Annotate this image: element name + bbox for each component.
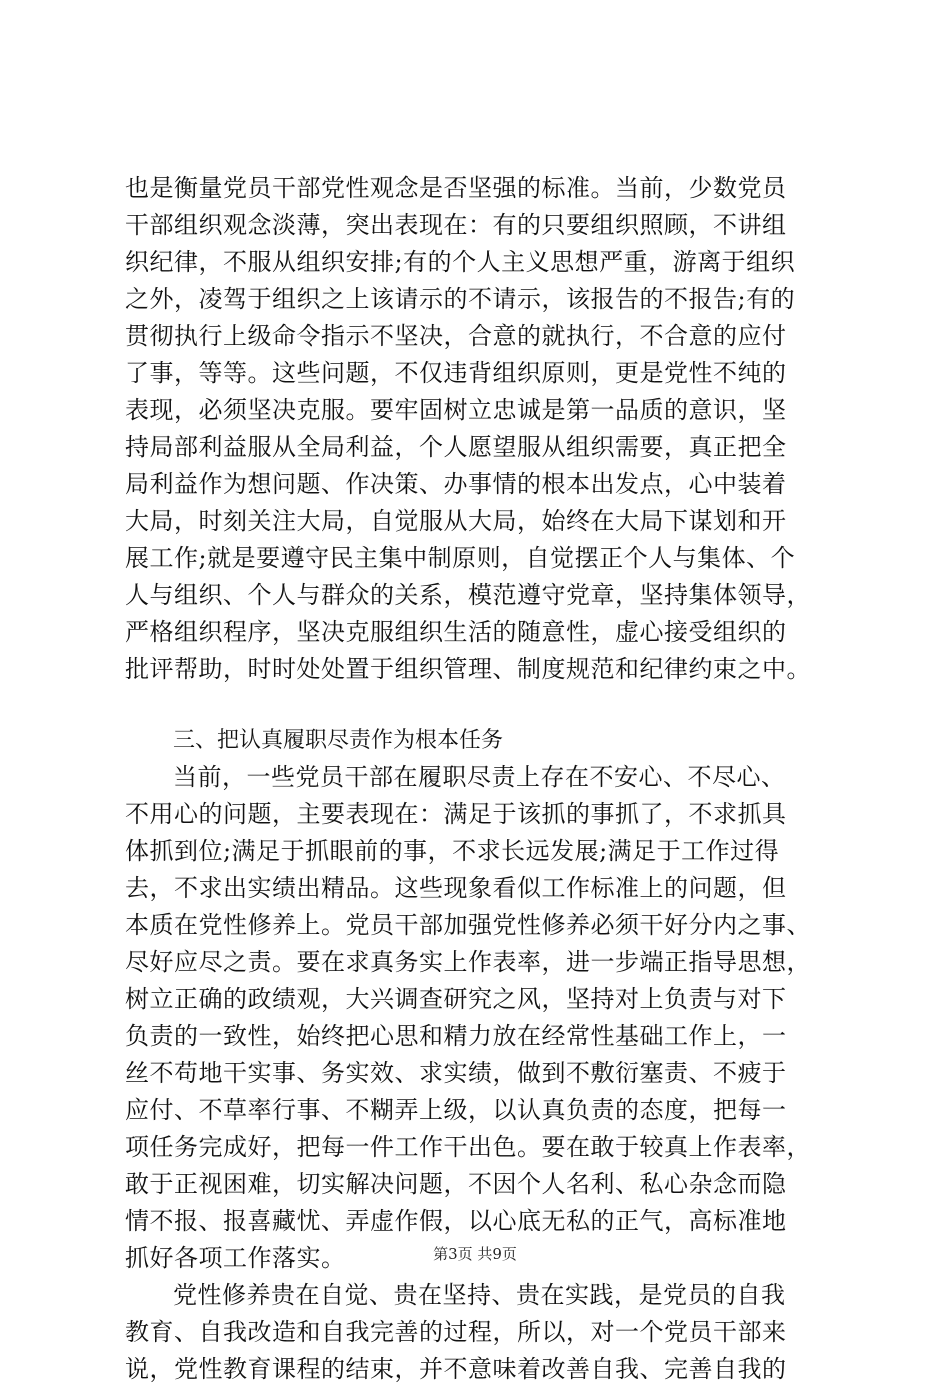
document-body — [125, 170, 845, 1388]
section-heading: 三、把认真履职尽责作为根本任务 — [173, 728, 504, 753]
text-line: 持局部利益服从全局利益，个人愿望服从组织需要，真正把全 — [125, 433, 787, 461]
text-line: 干部组织观念淡薄，突出表现在：有的只要组织照顾，不讲组 — [125, 211, 787, 239]
text-line: 不用心的问题，主要表现在：满足于该抓的事抓了，不求抓具 — [125, 800, 787, 828]
text-line: 党性修养贵在自觉、贵在坚持、贵在实践，是党员的自我 — [173, 1281, 786, 1309]
paragraph-organization-discipline — [125, 170, 845, 688]
text-line: 体抓到位;满足于抓眼前的事，不求长远发展;满足于工作过得 — [125, 837, 780, 865]
text-line: 大局，时刻关注大局，自觉服从大局，始终在大局下谋划和开 — [125, 507, 787, 535]
page-number-footer: 第3页 共9页 — [433, 1245, 517, 1263]
paragraph-gap — [125, 688, 845, 722]
text-line: 之外，凌驾于组织之上该请示的不请示，该报告的不报告;有的 — [125, 285, 796, 313]
text-line: 去，不求出实绩出精品。这些现象看似工作标准上的问题，但 — [125, 874, 787, 902]
text-line: 当前，一些党员干部在履职尽责上存在不安心、不尽心、 — [173, 763, 786, 791]
text-line: 敢于正视困难，切实解决问题，不因个人名利、私心杂念而隐 — [125, 1170, 787, 1198]
text-line: 也是衡量党员干部党性观念是否坚强的标准。当前，少数党员 — [125, 174, 787, 202]
paragraph-self-cultivation — [125, 1277, 845, 1388]
text-line: 抓好各项工作落实。 — [125, 1244, 346, 1272]
text-line: 项任务完成好，把每一件工作干出色。要在敢于较真上作表率， — [125, 1133, 811, 1161]
text-line: 织纪律，不服从组织安排;有的个人主义思想严重，游离于组织 — [125, 248, 796, 276]
text-line: 批评帮助，时时处处置于组织管理、制度规范和纪律约束之中。 — [125, 655, 811, 683]
text-line: 了事，等等。这些问题，不仅违背组织原则，更是党性不纯的 — [125, 359, 787, 387]
text-line: 局利益作为想问题、作决策、办事情的根本出发点，心中装着 — [125, 470, 787, 498]
text-line: 展工作;就是要遵守民主集中制原则，自觉摆正个人与集体、个 — [125, 544, 796, 572]
text-line: 本质在党性修养上。党员干部加强党性修养必须干好分内之事、 — [125, 911, 811, 939]
text-line: 尽好应尽之责。要在求真务实上作表率，进一步端正指导思想， — [125, 948, 811, 976]
text-line: 情不报、报喜藏忧、弄虚作假，以心底无私的正气，高标准地 — [125, 1207, 787, 1235]
text-line: 教育、自我改造和自我完善的过程，所以，对一个党员干部来 — [125, 1318, 787, 1346]
text-line: 树立正确的政绩观，大兴调查研究之风，坚持对上负责与对下 — [125, 985, 787, 1013]
text-line: 人与组织、个人与群众的关系，模范遵守党章，坚持集体领导， — [125, 581, 811, 609]
text-line: 表现，必须坚决克服。要牢固树立忠诚是第一品质的意识，坚 — [125, 396, 787, 424]
text-line: 丝不苟地干实事、务实效、求实绩，做到不敷衍塞责、不疲于 — [125, 1059, 787, 1087]
text-line: 贯彻执行上级命令指示不坚决，合意的就执行，不合意的应付 — [125, 322, 787, 350]
text-line: 负责的一致性，始终把心思和精力放在经常性基础工作上，一 — [125, 1022, 787, 1050]
paragraph-duty-fulfillment — [125, 759, 845, 1277]
text-line: 说，党性教育课程的结束，并不意味着改善自我、完善自我的 — [125, 1355, 787, 1383]
text-line: 严格组织程序，坚决克服组织生活的随意性，虚心接受组织的 — [125, 618, 787, 646]
text-line: 应付、不草率行事、不糊弄上级，以认真负责的态度，把每一 — [125, 1096, 787, 1124]
